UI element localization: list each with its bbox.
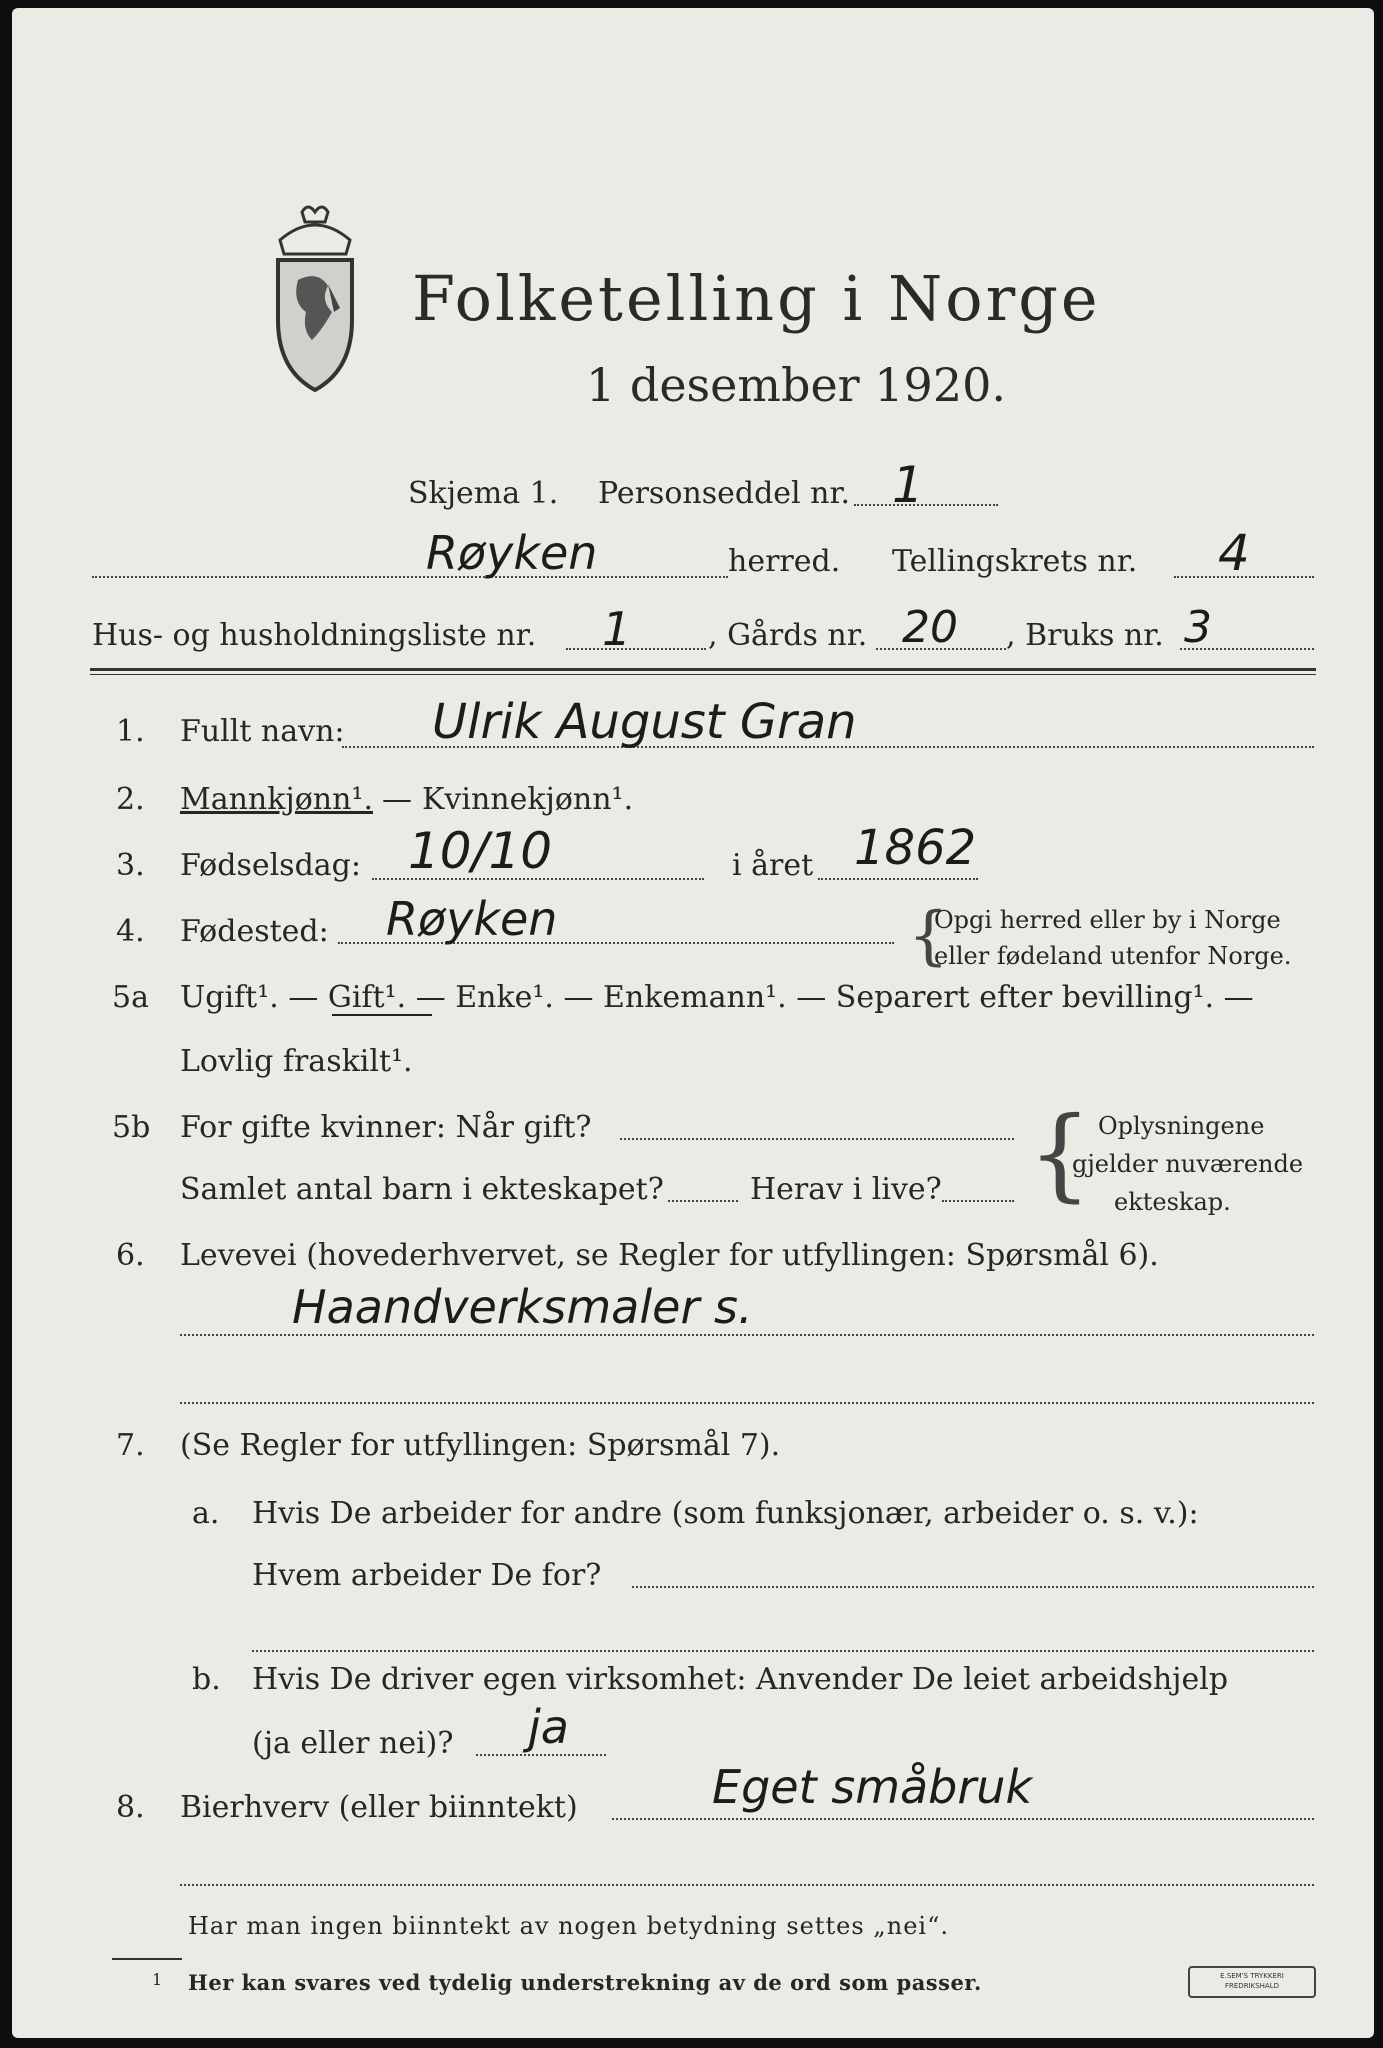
q6-value: Haandverksmaler s. [292,1280,753,1334]
footnote-mark: 1 [152,1970,163,1989]
q4-label: Fødested: [180,914,329,949]
q6-number: 6. [116,1238,145,1273]
form-date: 1 desember 1920. [586,358,1006,412]
herred-value: Røyken [426,526,598,580]
q7b-line2: (ja eller nei)? [252,1726,454,1761]
q8-line1 [612,1818,1314,1820]
q7-number: 7. [116,1428,145,1463]
q6-line1 [180,1334,1314,1336]
gards-value: 20 [902,602,958,653]
q1-label: Fullt navn: [180,714,345,749]
tellingskrets-value: 4 [1218,524,1250,582]
bruks-label: , Bruks nr. [1006,618,1164,653]
q3-year-label: i året [732,848,814,883]
hus-label: Hus- og husholdningsliste nr. [92,618,537,653]
q5b-line1-label: For gifte kvinner: Når gift? [180,1110,592,1145]
q5b-note-line2: gjelder nuværende [1072,1150,1304,1178]
q1-value: Ulrik August Gran [432,694,857,750]
q7a-number: a. [192,1496,220,1531]
q5b-line2-label-b: Herav i live? [750,1172,942,1207]
printer-stamp [1188,1966,1316,1998]
personseddel-value: 1 [892,456,924,514]
q3-label: Fødselsdag: [180,848,361,883]
footnote-divider [112,1958,182,1960]
q3-number: 3. [116,848,145,883]
q1-number: 1. [116,714,145,749]
q8-label: Bierhverv (eller biinntekt) [180,1790,578,1825]
hus-value: 1 [602,602,632,656]
q7a-line2: Hvem arbeider De for? [252,1558,602,1593]
gards-label: , Gårds nr. [708,618,868,653]
q8-number: 8. [116,1790,145,1825]
header-divider [90,668,1316,671]
hus-line [566,648,706,650]
header-divider-2 [90,674,1316,675]
q7a-line-extra [252,1650,1314,1652]
herred-label: herred. [728,544,841,579]
q5a-line2: Lovlig fraskilt¹. [180,1044,413,1079]
q4-note-line1: Opgi herred eller by i Norge [934,906,1281,934]
q2-female-label: Kvinnekjønn¹. [422,782,634,817]
q5b-line1 [620,1138,1014,1140]
q5b-note-line3: ekteskap. [1114,1188,1231,1216]
q7b-number: b. [192,1662,221,1697]
q7b-line [476,1754,606,1756]
footnote-text: Her kan svares ved tydelig understrekning av de ord som passer. [188,1970,982,1995]
printer-line2: FREDRIKSHALD [1224,1982,1279,1990]
personseddel-line [854,504,998,506]
q7-label: (Se Regler for utfyllingen: Spørsmål 7). [180,1428,781,1463]
q7a-line1: Hvis De arbeider for andre (som funksjonær, arbeider o. s. v.): [252,1496,1199,1531]
q5a-gift-underline [332,1014,432,1016]
q5b-number: 5b [112,1110,151,1145]
q2-separator: — [382,782,412,817]
q8-value: Eget småbruk [712,1760,1033,1814]
tellingskrets-label: Tellingskrets nr. [892,544,1138,579]
q6-line2 [180,1402,1314,1404]
q5a-number: 5a [112,980,149,1015]
census-form-page [12,8,1374,2038]
personseddel-label: Personseddel nr. [598,476,851,511]
footer-note: Har man ingen biinntekt av nogen betydning settes „nei“. [188,1912,949,1940]
q4-note-line2: eller fødeland utenfor Norge. [934,942,1292,970]
form-title: Folketelling i Norge [412,262,1101,335]
q5b-line2-label: Samlet antal barn i ekteskapet? [180,1172,664,1207]
q3-year-line [818,878,978,880]
q5b-line2b [942,1200,1014,1202]
q5b-line2a [668,1200,738,1202]
q6-label: Levevei (hovederhvervet, se Regler for utfyllingen: Spørsmål 6). [180,1238,1159,1273]
q8-line2 [180,1884,1314,1886]
q4-number: 4. [116,914,145,949]
q3-value: 10/10 [408,822,553,880]
q5a-line1: Ugift¹. — Gift¹. — Enke¹. — Enkemann¹. — Separert efter bevilling¹. — [180,980,1254,1015]
q3-year-value: 1862 [854,820,977,876]
q4-value: Røyken [386,892,558,946]
q7b-value: ja [528,1700,569,1754]
printer-line1: E.SEM'S TRYKKERI [1220,1972,1284,1980]
q7a-line [632,1586,1314,1588]
q5b-note-brace: { [1028,1095,1092,1212]
q7b-line1: Hvis De driver egen virksomhet: Anvender De leiet arbeidshjelp [252,1662,1229,1697]
skjema-label: Skjema 1. [408,476,559,511]
norwegian-coat-of-arms-icon [250,200,380,395]
q2-number: 2. [116,782,145,817]
herred-line [92,576,728,578]
q5b-note-line1: Oplysningene [1098,1112,1265,1140]
bruks-value: 3 [1184,602,1212,653]
q2-male-label: Mannkjønn¹. [180,782,373,817]
q4-note-brace: { [908,899,949,973]
